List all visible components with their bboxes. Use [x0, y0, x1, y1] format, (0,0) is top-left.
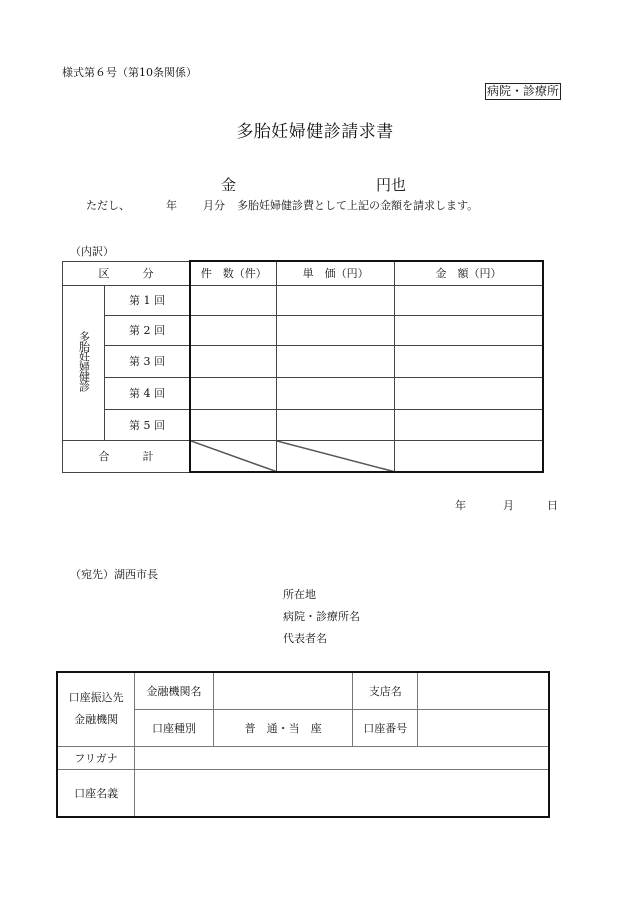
- table-row: [63, 285, 544, 315]
- header-amount: 金 額（円）: [394, 261, 543, 285]
- representative-label: 代表者名: [283, 632, 327, 645]
- statement-prefix: ただし、: [86, 199, 130, 212]
- statement-year: 年: [166, 199, 177, 212]
- total-label: 合 計: [63, 440, 191, 472]
- breakdown-label: （内訳）: [70, 245, 114, 258]
- amount-cell[interactable]: [394, 285, 543, 315]
- account-number-label: 口座番号: [353, 709, 418, 746]
- count-cell[interactable]: [190, 285, 277, 315]
- table-row: [63, 377, 544, 409]
- header-count: 件 数（件）: [190, 261, 277, 285]
- bank-section-label-2: 金融機関: [74, 713, 119, 727]
- count-cell[interactable]: [190, 345, 277, 377]
- unit-price-cell[interactable]: [277, 409, 395, 440]
- table-row: [63, 345, 544, 377]
- address-label: 所在地: [283, 588, 316, 601]
- amount-cell[interactable]: [394, 377, 543, 409]
- count-cell[interactable]: [190, 315, 277, 345]
- date-day: 日: [547, 499, 558, 512]
- account-number-field[interactable]: [418, 709, 549, 746]
- page-title: 多胎妊婦健診請求書: [236, 122, 394, 142]
- header-unit-price: 単 価（円）: [277, 261, 395, 285]
- amount-cell[interactable]: [394, 409, 543, 440]
- amount-cell[interactable]: [394, 345, 543, 377]
- table-row: [63, 315, 544, 345]
- unit-price-cell[interactable]: [277, 315, 395, 345]
- facility-name-label: 病院・診療所名: [283, 610, 360, 623]
- total-count-disabled: [190, 440, 277, 472]
- bank-section-label: [57, 672, 135, 746]
- group-label-cell: [63, 285, 105, 440]
- account-holder-label: 口座名義: [57, 769, 135, 817]
- row-label: 第 2 回: [104, 315, 190, 345]
- row-label: 第 5 回: [104, 409, 190, 440]
- amount-cell[interactable]: [394, 315, 543, 345]
- branch-label: 支店名: [353, 672, 418, 709]
- statement-body: 多胎妊婦健診費として上記の金額を請求します。: [237, 199, 479, 212]
- unit-price-cell[interactable]: [277, 285, 395, 315]
- furigana-label: フリガナ: [57, 746, 135, 769]
- total-unit-price-disabled: [277, 440, 395, 472]
- row-label: 第 3 回: [104, 345, 190, 377]
- bank-name-label: 金融機関名: [135, 672, 214, 709]
- account-holder-field[interactable]: [135, 769, 549, 817]
- facility-type-badge: 病院・診療所: [487, 84, 560, 98]
- bank-section-label-1: 口座振込先: [68, 691, 124, 705]
- statement-month: 月分: [203, 199, 225, 212]
- group-label: 多胎妊婦健診: [77, 331, 91, 391]
- date-year: 年: [455, 499, 466, 512]
- row-label: 第 4 回: [104, 377, 190, 409]
- diagonal-slash-icon: [191, 441, 276, 472]
- header-category: 区 分: [63, 261, 191, 285]
- row-label: 第 1 回: [104, 285, 190, 315]
- form-number: 様式第６号（第10条関係）: [62, 66, 197, 79]
- account-type-label: 口座種別: [135, 709, 214, 746]
- bank-account-table: [56, 671, 550, 818]
- branch-field[interactable]: [418, 672, 549, 709]
- bank-name-field[interactable]: [213, 672, 352, 709]
- unit-price-cell[interactable]: [277, 345, 395, 377]
- addressee: （宛先）湖西市長: [70, 568, 158, 581]
- table-row: [63, 409, 544, 440]
- amount-suffix: 円也: [376, 176, 407, 194]
- account-type-options[interactable]: 普 通・当 座: [213, 709, 352, 746]
- furigana-field[interactable]: [135, 746, 549, 769]
- breakdown-table: [62, 260, 544, 473]
- total-amount-cell[interactable]: [394, 440, 543, 472]
- count-cell[interactable]: [190, 377, 277, 409]
- count-cell[interactable]: [190, 409, 277, 440]
- amount-prefix: 金: [221, 176, 237, 194]
- total-row: [63, 440, 544, 472]
- unit-price-cell[interactable]: [277, 377, 395, 409]
- date-month: 月: [503, 499, 514, 512]
- statement-line: [86, 197, 506, 211]
- diagonal-slash-icon: [277, 441, 394, 472]
